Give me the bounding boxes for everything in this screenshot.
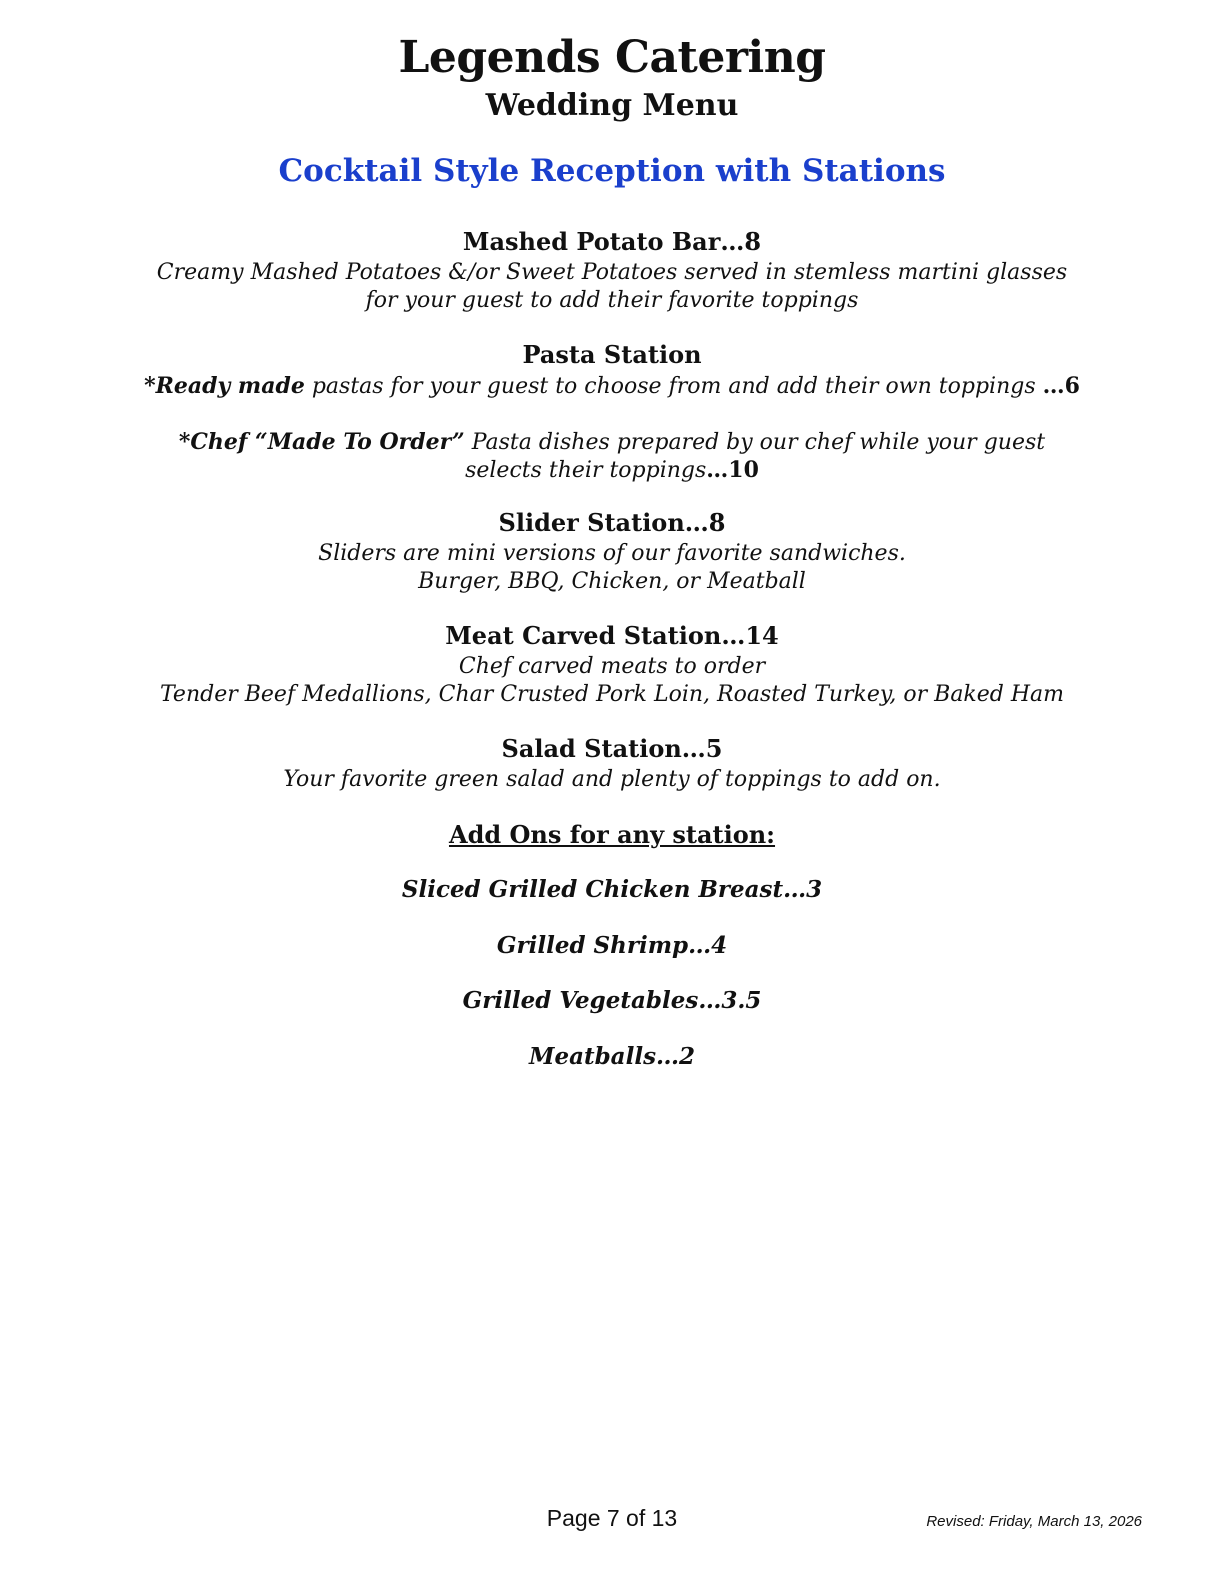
mashed-potato-bar-desc-1: Creamy Mashed Potatoes &/or Sweet Potatoes served in stemless martini glasses <box>156 260 1068 285</box>
slider-station-desc-1: Sliders are mini versions of our favorite sandwiches. <box>318 541 906 566</box>
meat-carved-station-title: Meat Carved Station…14 <box>445 621 779 650</box>
add-on-item: Meatballs…2 <box>528 1043 696 1070</box>
pasta-chef-text-1: Pasta dishes prepared by our chef while your guest <box>464 430 1046 455</box>
meat-carved-station-desc-2: Tender Beef Medallions, Char Crusted Pork Loin, Roasted Turkey, or Baked Ham <box>159 682 1065 707</box>
pasta-chef-line-1 <box>0 428 1224 457</box>
mashed-potato-bar-title: Mashed Potato Bar…8 <box>462 227 762 256</box>
pasta-ready-made-price: …6 <box>1042 373 1080 399</box>
salad-station-title: Salad Station…5 <box>501 734 723 763</box>
add-on-item: Sliced Grilled Chicken Breast…3 <box>401 876 823 903</box>
section-title: Cocktail Style Reception with Stations <box>278 153 946 189</box>
slider-station-title: Slider Station…8 <box>498 508 726 537</box>
revised-date: Revised: Friday, March 13, 2026 <box>926 1513 1142 1530</box>
salad-station-desc-1: Your favorite green salad and plenty of toppings to add on. <box>283 767 941 792</box>
add-on-item: Grilled Shrimp…4 <box>496 932 728 959</box>
slider-station-desc-2: Burger, BBQ, Chicken, or Meatball <box>418 569 806 594</box>
pasta-ready-made-text: pastas for your guest to choose from and add their own toppings <box>304 374 1043 399</box>
meat-carved-station-desc-1: Chef carved meats to order <box>458 654 766 679</box>
pasta-ready-made-lead: *Ready made <box>144 373 305 399</box>
menu-title: Wedding Menu <box>485 88 739 123</box>
pasta-chef-lead: *Chef “Made To Order” <box>178 429 465 455</box>
pasta-chef-text-2: selects their toppings <box>465 458 707 483</box>
pasta-chef-price: …10 <box>706 457 759 483</box>
pasta-chef-line-2 <box>0 456 1224 485</box>
add-ons-heading: Add Ons for any station: <box>448 820 776 849</box>
page-number: Page 7 of 13 <box>546 1505 678 1531</box>
company-title: Legends Catering <box>398 32 826 83</box>
pasta-station-title: Pasta Station <box>522 340 702 369</box>
mashed-potato-bar-desc-2: for your guest to add their favorite toppings <box>365 288 859 313</box>
pasta-ready-made-line <box>0 372 1224 401</box>
add-on-item: Grilled Vegetables…3.5 <box>462 987 762 1014</box>
